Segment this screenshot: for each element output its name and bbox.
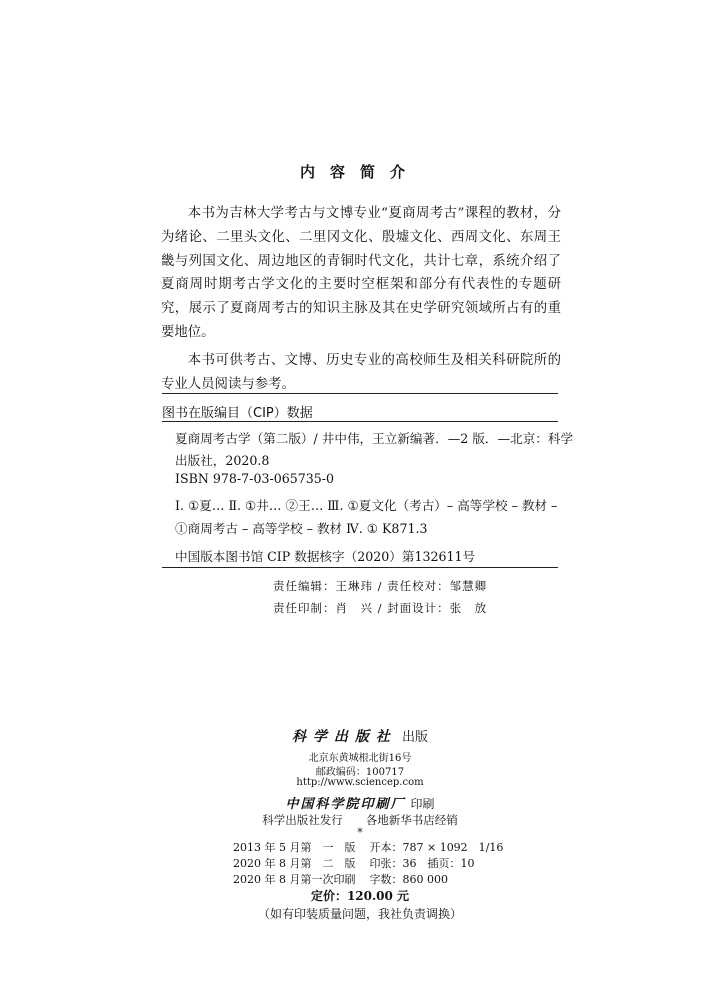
cip-record-number: 中国版本图书馆 CIP 数据核字（2020）第132611号 [175,549,476,564]
cip-isbn: ISBN 978-7-03-065735-0 [175,471,335,486]
quality-notice: （如有印装质量问题，我社负责调换） [257,907,462,921]
publisher-suffix: 出版 [402,730,429,745]
printer-logo-text: 中国科学院印刷厂 [285,797,406,812]
edition-date: 2013 年 5 月第 一 版 [233,841,356,854]
printer-line [0,793,720,812]
separator-star: * [357,826,363,839]
edition-spec: 印张：36 插页：10 [369,857,475,870]
edition-spec: 字数：860 000 [369,873,448,886]
imprint-row [233,840,509,856]
distribution-line: 科学出版社发行 各地新华书店经销 [262,813,458,827]
intro-paragraph: 本书可供考古、文博、历史专业的高校师生及相关科研院所的专业人员阅读与参考。 [161,352,561,392]
editor-credits: 责任编辑：王琳玮 / 责任校对：邹慧卿 [273,579,488,593]
cip-top-rule [162,393,558,394]
printer-suffix: 印刷 [410,797,435,811]
cip-publisher-line: 出版社，2020.8 [175,453,270,468]
intro-text [161,202,561,396]
edition-spec: 开本：787 × 1092 1/16 [369,841,504,854]
cip-bottom-rule [162,567,558,568]
publisher-postcode: 邮政编码：100717 [315,767,405,778]
cip-heading-rule [162,421,558,422]
publisher-logo-text: 科学出版社 [291,729,397,745]
imprint-table [233,840,509,888]
printing-credits: 责任印制：肖 兴 / 封面设计：张 放 [273,601,488,615]
intro-paragraph: 本书为吉林大学考古与文博专业“夏商周考古”课程的教材，分为绪论、二里头文化、二里冈文化、殷墟文化、西周文化、东周王畿与列国文化、周边地区的青铜时代文化，共计七章，系统介绍了夏商周时期考古学文化的主要时空框架和部分有代表性的专题研究，展示了夏商周考古的知识主脉及其在史学研究领域所占有的重要地位。 [161,206,561,340]
publisher-url: http://www.sciencep.com [296,777,424,788]
cip-classification-1: Ⅰ. ①夏… Ⅱ. ①井… ②王… Ⅲ. ①夏文化（考古）– 高等学校 – 教材 – [175,498,558,513]
imprint-row [233,872,509,888]
edition-date: 2020 年 8 月第 二 版 [233,857,356,870]
publisher-address: 北京东黄城根北街16号 [308,753,412,764]
edition-date: 2020 年 8 月第一次印刷 [233,873,356,886]
publisher-line [0,726,720,746]
cip-heading: 图书在版编目（CIP）数据 [162,406,313,421]
section-title: 内容简介 [299,163,420,181]
cip-classification-2: ①商周考古 – 高等学校 – 教材 Ⅳ. ① K871.3 [175,521,428,536]
imprint-row [233,856,509,872]
price: 定价：120.00 元 [310,889,410,903]
cip-title-line: 夏商周考古学（第二版）/ 井中伟，王立新编著．—2 版．—北京：科学 [175,431,574,446]
